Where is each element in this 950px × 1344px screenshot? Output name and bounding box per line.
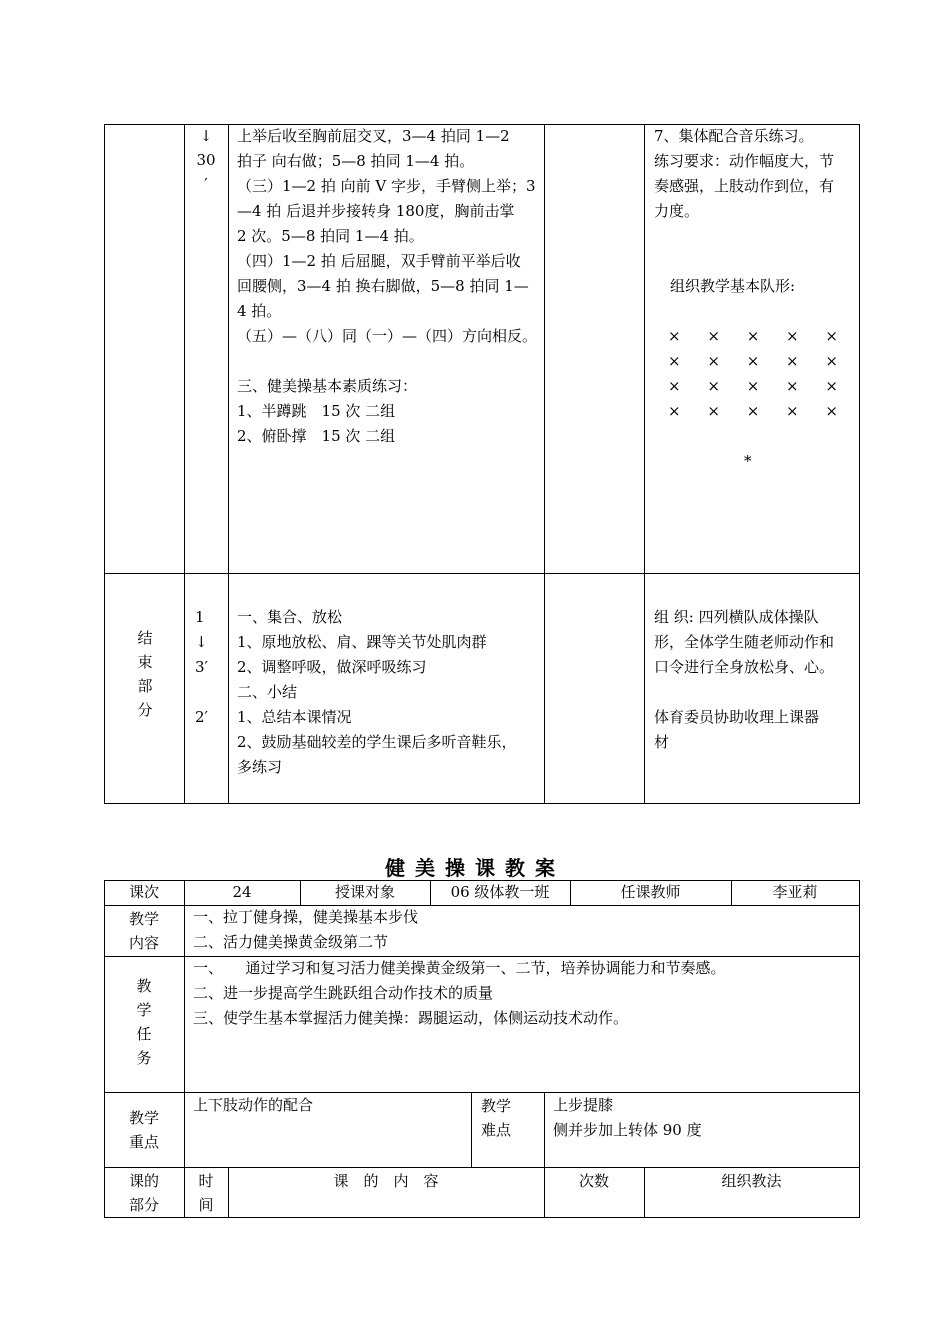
teacher-mark: * <box>744 452 752 470</box>
content-item: 二、活力健美操黄金级第二节 <box>193 933 389 951</box>
student-mark: × <box>668 402 681 420</box>
row1-time: ↓ 30 ′ <box>196 127 216 193</box>
task-item: 三、使学生基本掌握活力健美操：踢腿运动，体侧运动技术动作。 <box>193 1009 629 1027</box>
student-mark: × <box>668 352 681 370</box>
teacher-name: 李亚莉 <box>772 883 818 901</box>
section-label-ending: 结 束 部 分 <box>137 629 153 719</box>
student-mark: × <box>707 377 720 395</box>
student-mark: × <box>668 327 681 345</box>
student-mark: × <box>786 327 799 345</box>
target-label: 授课对象 <box>334 883 395 901</box>
lesson-no: 24 <box>232 883 252 901</box>
col-count: 次数 <box>578 1172 609 1190</box>
target-class: 06 级体教一班 <box>450 883 550 901</box>
task-item: 二、进一步提高学生跳跃组合动作技术的质量 <box>193 984 494 1002</box>
key-point-label: 教学 重点 <box>128 1109 159 1151</box>
student-mark: × <box>746 352 760 370</box>
student-mark: × <box>786 352 799 370</box>
student-mark: × <box>746 377 760 395</box>
formation-row <box>668 324 838 349</box>
difficulty-item: 上步提膝 <box>553 1096 614 1114</box>
student-mark: × <box>707 327 720 345</box>
lesson-no-label: 课次 <box>128 883 159 901</box>
student-mark: × <box>707 352 720 370</box>
col-content: 课 的 内 容 <box>333 1172 439 1190</box>
content-label: 教学 内容 <box>128 910 159 952</box>
student-mark: × <box>825 352 838 370</box>
teacher-label: 任课教师 <box>620 883 681 901</box>
student-mark: × <box>825 402 838 420</box>
col-method: 组织教法 <box>721 1172 782 1190</box>
student-mark: × <box>786 377 799 395</box>
formation-grid <box>668 324 838 424</box>
key-point: 上下肢动作的配合 <box>193 1096 314 1114</box>
student-mark: × <box>825 327 838 345</box>
col-time: 时 间 <box>198 1172 214 1214</box>
student-mark: × <box>786 402 799 420</box>
formation-row <box>668 399 838 424</box>
formation-row <box>668 349 838 374</box>
student-mark: × <box>707 402 720 420</box>
difficulty-item: 侧并步加上转体 90 度 <box>553 1121 702 1139</box>
content-item: 一、拉丁健身操，健美操基本步伐 <box>193 908 419 926</box>
col-part: 课的 部分 <box>128 1172 159 1214</box>
task-item: 一、 通过学习和复习活力健美操黄金级第一、二节，培养协调能力和节奏感。 <box>193 959 726 977</box>
task-label: 教 学 任 务 <box>136 977 152 1067</box>
formation-row <box>668 374 838 399</box>
student-mark: × <box>746 327 760 345</box>
difficulty-label: 教学 难点 <box>481 1097 512 1139</box>
student-mark: × <box>746 402 760 420</box>
formation-label: 组织教学基本队形: <box>670 277 796 295</box>
page-title: 健美操课教案 <box>385 856 565 880</box>
student-mark: × <box>668 377 681 395</box>
student-mark: × <box>825 377 838 395</box>
